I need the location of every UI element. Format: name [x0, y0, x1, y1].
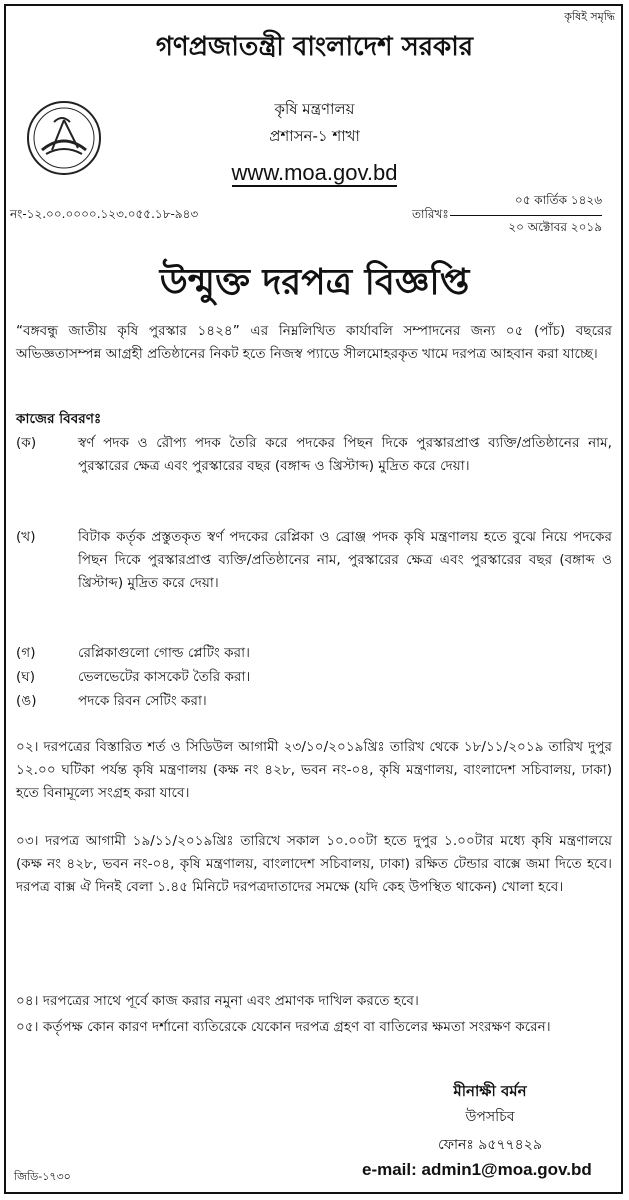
- government-title: গণপ্রজাতন্ত্রী বাংলাদেশ সরকার: [155, 32, 474, 62]
- list-item-label: (গ): [16, 645, 36, 661]
- website-url[interactable]: www.moa.gov.bd: [231, 160, 398, 185]
- signer-name: মীনাক্ষী বর্মন: [453, 1082, 527, 1100]
- list-item-label: (খ): [16, 529, 36, 545]
- list-item-label: (ঙ): [16, 693, 37, 709]
- list-item: [16, 526, 612, 618]
- clause-05: ০৫। কর্তৃপক্ষ কোন কারণ দর্শানো ব্যতিরেকে যেকোন দরপত্র গ্রহণ বা বাতিলের ক্ষমতা সংরক্ষণ করেন।: [16, 1019, 551, 1035]
- date-label: তারিখঃ: [412, 207, 449, 221]
- list-item-text: ভেলভেটের কাসকেট তৈরি করা।: [78, 669, 251, 685]
- list-item-text: পদকে রিবন সেটিং করা।: [78, 693, 207, 709]
- signer-email[interactable]: e-mail: admin1@moa.gov.bd: [362, 1160, 592, 1179]
- date-block: [450, 192, 602, 239]
- signer-designation: উপসচিব: [465, 1109, 515, 1125]
- signer-phone: ফোনঃ ৯৫৭৭৪২৯: [438, 1137, 542, 1153]
- list-item: [16, 666, 612, 689]
- list-item: [16, 690, 612, 713]
- website-link[interactable]: [0, 160, 629, 186]
- list-item: [16, 642, 612, 665]
- intro-paragraph: “বঙ্গবন্ধু জাতীয় কৃষি পুরস্কার ১৪২৪” এর নিম্নলিখিত কার্যাবলি সম্পাদনের জন্য ০৫ (পাঁচ) বছরের অভিজ্ঞতাসম্পন্ন আগ্রহী প্রতিষ্ঠানের নিকট হতে নিজস্ব প্যাডে সীলমোহরকৃত খামে দরপত্র আহবান করা যাচ্ছে।: [16, 323, 612, 362]
- clause-02: ০২। দরপত্রের বিস্তারিত শর্ত ও সিডিউল আগামী ২৩/১০/২০১৯খ্রিঃ তারিখ থেকে ১৮/১১/২০১৯ তারিখ দুপুর ১২.০০ ঘটিকা পর্যন্ত কৃষি মন্ত্রণালয় (কক্ষ নং ৪২৮, ভবন নং-০৪, কৃষি মন্ত্রণালয়, বাংলাদেশ সচিবালয়, ঢাকা) হতে বিনামূল্যে সংগ্রহ করা যাবে।: [16, 739, 612, 801]
- clause-04: ০৪। দরপত্রের সাথে পূর্বে কাজ করার নমুনা এবং প্রমাণক দাখিল করতে হবে।: [16, 993, 419, 1009]
- list-item-text: বিটাক কর্তৃক প্রস্তুতকৃত স্বর্ণ পদকের রেপ্লিকা ও ব্রোঞ্জ পদক কৃষি মন্ত্রণালয় হতে বুঝে নিয়ে পদকের পিছন দিকে পুরস্কারপ্রাপ্ত ব্যক্তি/প্রতিষ্ঠানের নাম, পুরস্কারের ক্ষেত্র এবং পুরস্কারের বছর (বঙ্গাব্দ ও খ্রিস্টাব্দ) মুদ্রিত করে দেয়া।: [78, 529, 612, 591]
- ministry-name: কৃষি মন্ত্রণালয়: [274, 100, 355, 118]
- list-item: [16, 432, 612, 502]
- slogan: কৃষিই সমৃদ্ধি: [564, 10, 615, 23]
- list-item-label: (ঘ): [16, 669, 36, 685]
- list-item-text: রেপ্লিকাগুলো গোল্ড প্লেটিং করা।: [78, 645, 250, 661]
- date-english: ২০ অক্টোবর ২০১৯: [508, 220, 602, 234]
- list-item-label: (ক): [16, 435, 37, 451]
- date-bangla: ০৫ কার্তিক ১৪২৬: [450, 192, 602, 216]
- notice-title: উন্মুক্ত দরপত্র বিজ্ঞপ্তি: [159, 262, 470, 303]
- list-item-text: স্বর্ণ পদক ও রৌপ্য পদক তৈরি করে পদকের পিছন দিকে পুরস্কারপ্রাপ্ত ব্যক্তি/প্রতিষ্ঠানের নাম, পুরস্কারের ক্ষেত্র এবং পুরস্কারের বছর (বঙ্গাব্দ ও খ্রিস্টাব্দ) মুদ্রিত করে দেয়া।: [78, 435, 612, 474]
- branch-name: প্রশাসন-১ শাখা: [269, 127, 360, 145]
- clause-03: ০৩। দরপত্র আগামী ১৯/১১/২০১৯খ্রিঃ তারিখে সকাল ১০.০০টা হতে দুপুর ১.০০টার মধ্যে কৃষি মন্ত্রণালয়ে (কক্ষ নং ৪২৮, ভবন নং-০৪, কৃষি মন্ত্রণালয়, বাংলাদেশ সচিবালয়, ঢাকা) রক্ষিত টেন্ডার বাক্সে জমা দিতে হবে। দরপত্র বাক্স ঐ দিনই বেলা ১.৪৫ মিনিটে দরপত্রদাতাদের সমক্ষে (যদি কেহ উপস্থিত থাকেন) খোলা হবে।: [16, 833, 612, 895]
- memo-number: নং-১২.০০.০০০০.১২৩.০৫৫.১৮-৯৪৩: [10, 207, 199, 221]
- reference-code: জিডি-১৭৩০: [14, 1170, 71, 1183]
- section-title: কাজের বিবরণঃ: [16, 411, 102, 427]
